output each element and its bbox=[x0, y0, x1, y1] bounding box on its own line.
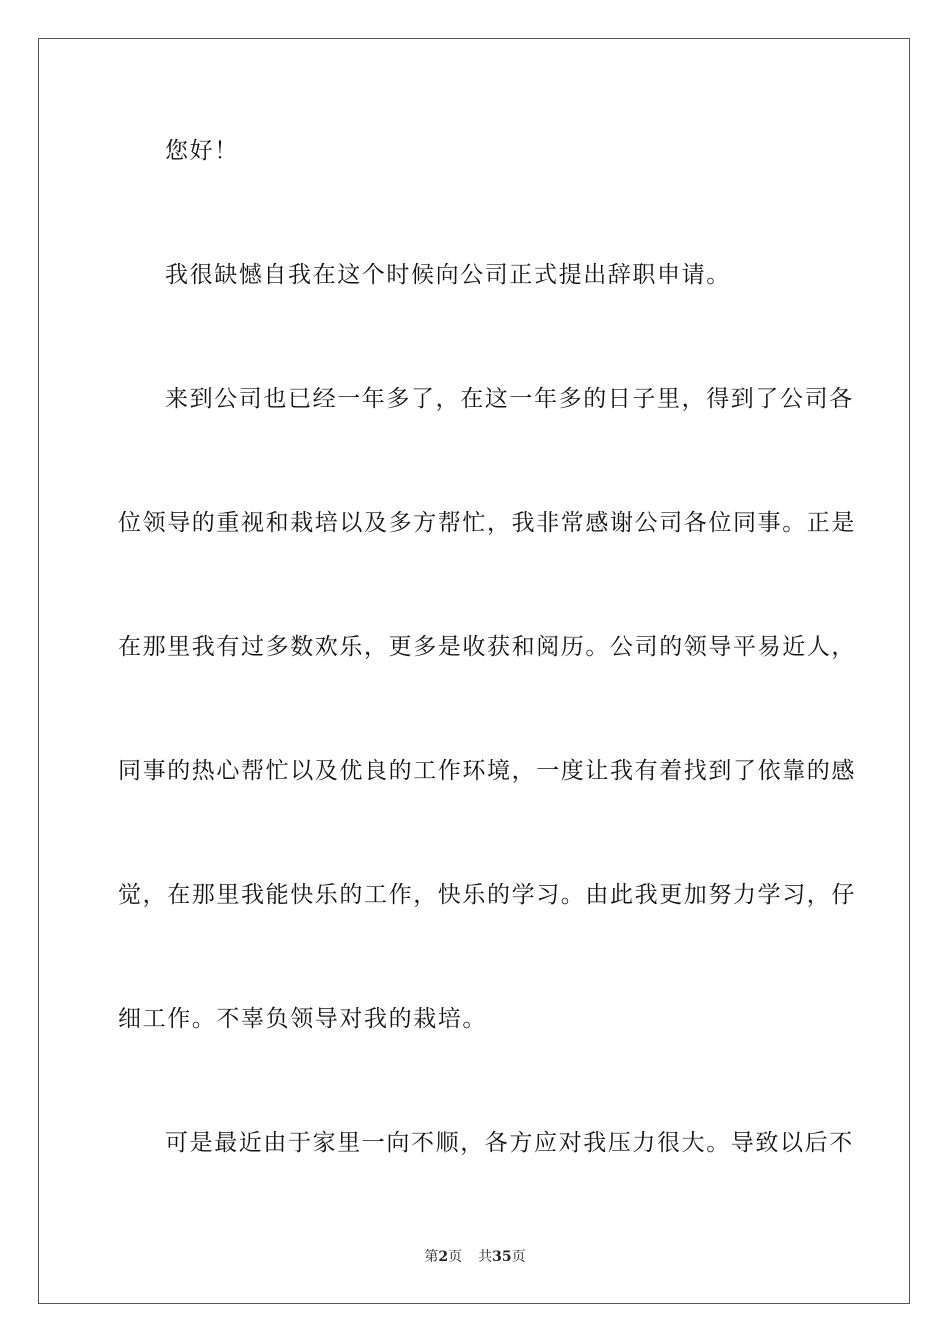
greeting-line: 您好！ bbox=[165, 138, 239, 164]
total-suffix: 页 bbox=[511, 1249, 526, 1265]
paragraph-1-line-1: 我很缺憾自我在这个时候向公司正式提出辞职申请。 bbox=[165, 262, 731, 288]
paragraph-3-line-1: 可是最近由于家里一向不顺，各方应对我压力很大。导致以后不 bbox=[165, 1130, 854, 1156]
page-suffix: 页 bbox=[448, 1249, 463, 1265]
paragraph-2-line-5: 觉，在那里我能快乐的工作，快乐的学习。由此我更加努力学习，仔 bbox=[118, 882, 856, 908]
page-border bbox=[38, 38, 910, 1304]
paragraph-2-line-2: 位领导的重视和栽培以及多方帮忙，我非常感谢公司各位同事。正是 bbox=[118, 510, 856, 536]
page-number: 2 bbox=[438, 1249, 449, 1265]
total-prefix: 共 bbox=[478, 1249, 493, 1265]
paragraph-2-line-4: 同事的热心帮忙以及优良的工作环境，一度让我有着找到了依靠的感 bbox=[118, 758, 856, 784]
paragraph-2-line-6: 细工作。不辜负领导对我的栽培。 bbox=[118, 1006, 487, 1032]
paragraph-2-line-1: 来到公司也已经一年多了，在这一年多的日子里，得到了公司各 bbox=[165, 386, 854, 412]
page-footer bbox=[0, 1248, 950, 1266]
page-prefix: 第 bbox=[424, 1249, 439, 1265]
total-pages: 35 bbox=[492, 1249, 512, 1265]
paragraph-2-line-3: 在那里我有过多数欢乐，更多是收获和阅历。公司的领导平易近人， bbox=[118, 634, 856, 660]
